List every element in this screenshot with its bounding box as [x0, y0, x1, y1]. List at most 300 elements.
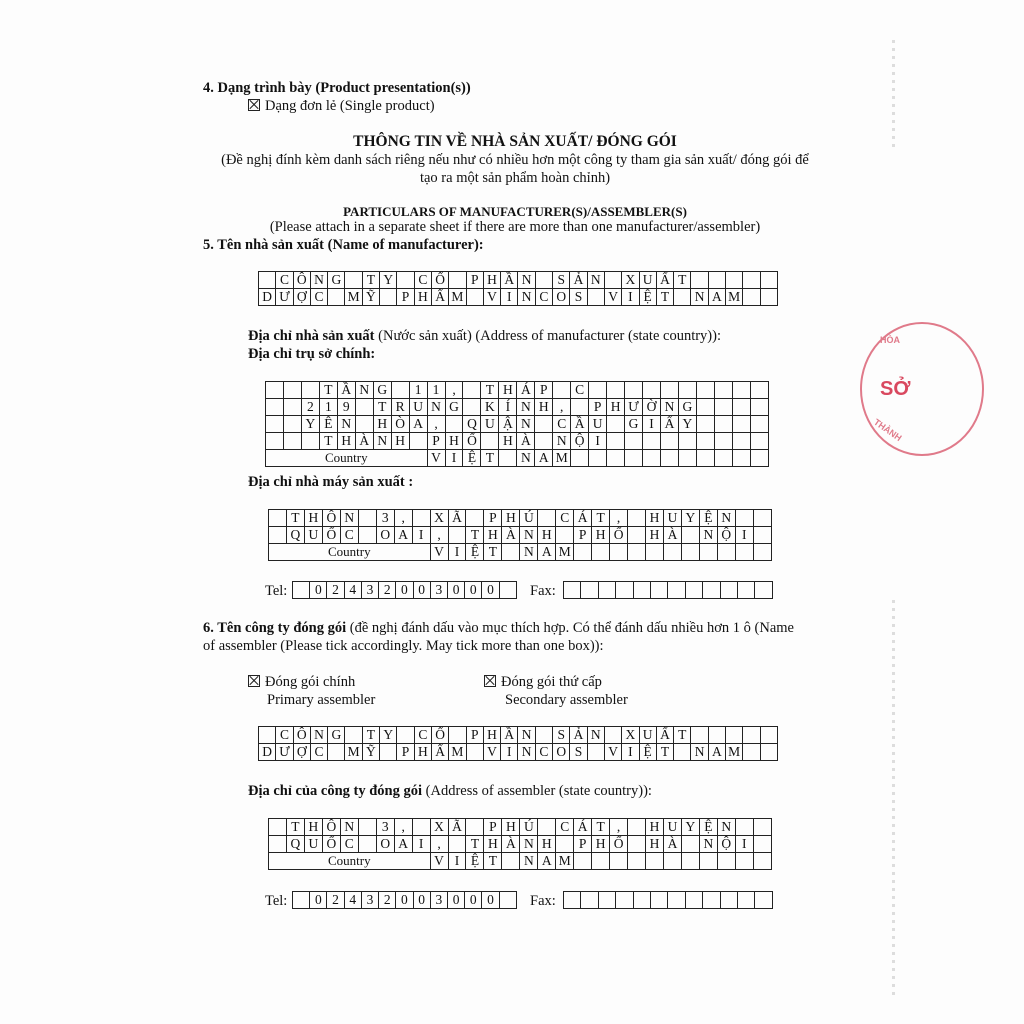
grid-cell: Q [286, 836, 304, 853]
country-cell: T [481, 450, 499, 467]
grid-cell [463, 382, 481, 399]
country-cell: A [538, 544, 556, 561]
grid-cell: A [409, 416, 427, 433]
grid-cell: Ổ [431, 272, 448, 289]
grid-cell: K [481, 399, 499, 416]
grid-cell: V [604, 289, 621, 306]
grid-cell: P [535, 382, 553, 399]
grid-cell: I [643, 416, 661, 433]
grid-cell: V [604, 744, 621, 761]
grid-cell [607, 382, 625, 399]
grid-cell: N [340, 510, 358, 527]
grid-cell: H [304, 510, 322, 527]
grid-cell: N [427, 399, 445, 416]
grid-cell: 4 [344, 892, 361, 909]
primary-assembler-label: Đóng gói chính [265, 674, 356, 690]
stamp-top-text: HÒA [880, 335, 900, 345]
country-cell: V [430, 544, 448, 561]
grid-cell: N [518, 272, 535, 289]
grid-cell: I [412, 527, 430, 544]
grid-cell [628, 527, 646, 544]
grid-cell: I [501, 289, 518, 306]
grid-cell: T [373, 399, 391, 416]
checked-box-icon [248, 675, 260, 687]
country-cell [628, 544, 646, 561]
country-cell: Ệ [466, 544, 484, 561]
grid-cell: H [646, 527, 664, 544]
grid-cell: Y [380, 272, 397, 289]
grid-cell: C [276, 727, 293, 744]
grid-cell: X [430, 510, 448, 527]
fax-grid [563, 581, 773, 599]
grid-cell: Ấ [660, 416, 678, 433]
country-cell [681, 544, 699, 561]
grid-cell [760, 727, 777, 744]
grid-cell: U [639, 272, 656, 289]
grid-cell: M [345, 289, 362, 306]
country-cell [589, 450, 607, 467]
factory-address-label: Địa chỉ nhà máy sản xuất : [248, 474, 414, 490]
grid-cell: 3 [430, 892, 447, 909]
grid-cell [753, 836, 771, 853]
grid-cell: Ộ [717, 527, 735, 544]
grid-row [259, 272, 778, 289]
info-heading: THÔNG TIN VỀ NHÀ SẢN XUẤT/ ĐÓNG GÓI [353, 133, 677, 150]
grid-cell [696, 399, 714, 416]
grid-cell [726, 272, 743, 289]
grid-cell [449, 272, 466, 289]
grid-cell: H [538, 527, 556, 544]
grid-cell: G [373, 382, 391, 399]
grid-cell: 2 [379, 892, 396, 909]
grid-cell: H [592, 836, 610, 853]
red-stamp-icon [860, 322, 984, 456]
country-cell [678, 450, 696, 467]
grid-cell [358, 510, 376, 527]
grid-cell: N [355, 382, 373, 399]
grid-cell: 2 [327, 582, 344, 599]
grid-cell: Ò [391, 416, 409, 433]
grid-cell: N [310, 272, 327, 289]
grid-cell: À [502, 836, 520, 853]
grid-cell [651, 892, 668, 909]
country-cell [753, 853, 771, 870]
grid-cell: C [414, 727, 431, 744]
grid-cell [708, 727, 725, 744]
grid-cell: C [571, 382, 589, 399]
country-cell: M [556, 544, 574, 561]
grid-cell: 3 [430, 582, 447, 599]
grid-cell [538, 510, 556, 527]
grid-cell [691, 727, 708, 744]
fax-label: Fax: [530, 583, 556, 599]
grid-cell: 0 [482, 892, 499, 909]
section-4-title: 4. Dạng trình bày (Product presentation(s)) [203, 80, 471, 96]
grid-cell: P [397, 744, 414, 761]
info-heading-en: PARTICULARS OF MANUFACTURER(S)/ASSEMBLER(S) [343, 204, 687, 219]
grid-cell: Ố [610, 527, 628, 544]
grid-cell [535, 433, 553, 450]
grid-cell: Í [499, 399, 517, 416]
country-cell: V [430, 853, 448, 870]
grid-cell [735, 510, 753, 527]
grid-cell: O [376, 527, 394, 544]
grid-cell [607, 433, 625, 450]
grid-cell: 1 [319, 399, 337, 416]
checked-box-icon [484, 675, 496, 687]
grid-cell: 0 [447, 892, 464, 909]
country-cell [717, 544, 735, 561]
country-cell: I [445, 450, 463, 467]
grid-cell [293, 582, 310, 599]
grid-cell: N [520, 836, 538, 853]
country-cell [610, 853, 628, 870]
grid-cell [760, 272, 777, 289]
grid-cell: Ổ [431, 727, 448, 744]
grid-cell: Ô [293, 727, 310, 744]
country-cell [574, 853, 592, 870]
tel-grid [292, 891, 517, 909]
grid-cell: T [592, 510, 610, 527]
grid-cell [760, 744, 777, 761]
grid-cell: T [674, 272, 691, 289]
grid-cell: Ộ [571, 433, 589, 450]
grid-cell: Ợ [293, 744, 310, 761]
grid-cell [735, 819, 753, 836]
primary-assembler-option[interactable] [248, 674, 355, 691]
grid-cell: Ã [448, 819, 466, 836]
grid-cell [714, 399, 732, 416]
grid-cell: H [414, 744, 431, 761]
grid-cell: N [691, 289, 708, 306]
grid-cell [732, 382, 750, 399]
grid-cell [391, 382, 409, 399]
grid-cell: 2 [327, 892, 344, 909]
grid-cell [633, 892, 650, 909]
grid-cell [678, 382, 696, 399]
grid-row [269, 836, 772, 853]
grid-cell: T [319, 433, 337, 450]
grid-cell: N [518, 744, 535, 761]
grid-cell: N [587, 727, 604, 744]
country-cell [717, 853, 735, 870]
grid-row [259, 744, 778, 761]
grid-cell: U [589, 416, 607, 433]
grid-cell [581, 582, 598, 599]
country-row [269, 853, 772, 870]
grid-cell: X [622, 727, 639, 744]
grid-cell [587, 744, 604, 761]
country-cell [646, 853, 664, 870]
grid-cell: C [556, 819, 574, 836]
grid-cell [412, 510, 430, 527]
grid-cell: Ả [570, 727, 587, 744]
grid-cell: Ấ [656, 727, 673, 744]
info-note-line1: (Đề nghị đính kèm danh sách riêng nếu như có nhiều hơn một công ty tham gia sản xuất/ đóng gói để [221, 152, 809, 168]
grid-cell [412, 819, 430, 836]
grid-cell: T [481, 382, 499, 399]
grid-cell [269, 510, 287, 527]
grid-cell: Ô [293, 272, 310, 289]
grid-row [293, 582, 517, 599]
grid-cell: Y [681, 819, 699, 836]
grid-row [266, 416, 769, 433]
grid-cell [625, 433, 643, 450]
country-cell: I [448, 544, 466, 561]
grid-cell: Ố [322, 836, 340, 853]
grid-cell [564, 892, 581, 909]
assembler-address-label: Địa chỉ của công ty đóng gói (Address of assembler (state country)): [248, 783, 652, 799]
grid-cell: C [553, 416, 571, 433]
grid-cell [589, 382, 607, 399]
grid-cell: Ầ [571, 416, 589, 433]
country-cell [502, 544, 520, 561]
country-cell: I [448, 853, 466, 870]
grid-cell: , [430, 836, 448, 853]
tel-label: Tel: [265, 893, 288, 909]
grid-cell: N [373, 433, 391, 450]
grid-cell: 0 [396, 892, 413, 909]
grid-cell: H [484, 527, 502, 544]
grid-cell: H [592, 527, 610, 544]
grid-row [564, 892, 773, 909]
grid-cell: C [310, 289, 327, 306]
assembler-address-grid [268, 818, 772, 870]
grid-row [269, 527, 772, 544]
grid-cell: N [518, 727, 535, 744]
grid-cell: Ẩ [431, 744, 448, 761]
grid-cell: , [610, 510, 628, 527]
country-cell [643, 450, 661, 467]
grid-cell: M [449, 289, 466, 306]
grid-cell [355, 399, 373, 416]
grid-cell: N [518, 289, 535, 306]
grid-cell [380, 289, 397, 306]
country-cell: N [520, 853, 538, 870]
grid-cell [481, 433, 499, 450]
grid-cell [685, 582, 702, 599]
grid-cell: G [445, 399, 463, 416]
grid-cell [266, 399, 284, 416]
secondary-assembler-option[interactable] [484, 674, 602, 691]
grid-cell [466, 819, 484, 836]
grid-cell [266, 416, 284, 433]
grid-row [266, 433, 769, 450]
grid-cell: Ầ [501, 727, 518, 744]
grid-cell: 3 [361, 892, 378, 909]
grid-cell [355, 416, 373, 433]
grid-cell: T [286, 510, 304, 527]
grid-row [293, 892, 517, 909]
grid-cell: I [589, 433, 607, 450]
grid-cell: T [362, 272, 379, 289]
grid-row [269, 819, 772, 836]
grid-cell [535, 727, 552, 744]
country-cell [735, 544, 753, 561]
grid-cell: A [708, 289, 725, 306]
grid-cell [259, 272, 276, 289]
stamp-bottom-text: THÀNH [871, 416, 904, 444]
grid-cell: G [328, 727, 345, 744]
grid-cell [266, 382, 284, 399]
single-product-option[interactable] [248, 98, 435, 115]
grid-cell: Ờ [643, 399, 661, 416]
grid-cell [714, 416, 732, 433]
grid-cell: À [502, 527, 520, 544]
grid-cell: H [391, 433, 409, 450]
grid-cell: I [622, 744, 639, 761]
info-note-en: (Please attach in a separate sheet if there are more than one manufacturer/assembler) [269, 219, 761, 235]
grid-cell [760, 289, 777, 306]
grid-cell: N [587, 272, 604, 289]
grid-cell [449, 727, 466, 744]
grid-cell [301, 433, 319, 450]
country-cell [610, 544, 628, 561]
grid-cell: , [394, 819, 412, 836]
grid-cell: N [553, 433, 571, 450]
grid-row [266, 399, 769, 416]
grid-cell: À [663, 527, 681, 544]
grid-cell: I [501, 744, 518, 761]
section-6-title: 6. Tên công ty đóng gói (đề nghị đánh dấu vào mục thích hợp. Có thể đánh dấu nhiều hơn 1 ô (Name [203, 620, 794, 636]
grid-cell: G [625, 416, 643, 433]
grid-cell [571, 399, 589, 416]
grid-cell [696, 416, 714, 433]
grid-cell: Ỹ [362, 744, 379, 761]
grid-cell: Ố [610, 836, 628, 853]
grid-cell [753, 819, 771, 836]
grid-cell: T [466, 527, 484, 544]
grid-cell [691, 272, 708, 289]
grid-cell: Ư [276, 289, 293, 306]
grid-cell: 0 [413, 892, 430, 909]
grid-cell: Ầ [501, 272, 518, 289]
grid-cell: H [484, 836, 502, 853]
country-cell: Ệ [466, 853, 484, 870]
grid-cell [380, 744, 397, 761]
grid-cell: P [574, 836, 592, 853]
grid-cell: T [656, 744, 673, 761]
country-cell [750, 450, 768, 467]
grid-cell [607, 416, 625, 433]
assembler-name-grid [258, 726, 778, 761]
grid-cell: N [699, 527, 717, 544]
grid-cell: T [466, 836, 484, 853]
country-cell [699, 853, 717, 870]
grid-cell [616, 892, 633, 909]
grid-cell [643, 433, 661, 450]
grid-cell [750, 382, 768, 399]
tel-label: Tel: [265, 583, 288, 599]
country-cell [502, 853, 520, 870]
grid-cell: Ậ [499, 416, 517, 433]
grid-cell [345, 727, 362, 744]
grid-cell: , [445, 382, 463, 399]
grid-cell [643, 382, 661, 399]
grid-cell: N [310, 727, 327, 744]
grid-cell [466, 744, 483, 761]
grid-cell [466, 289, 483, 306]
grid-cell [556, 836, 574, 853]
grid-cell: 3 [376, 819, 394, 836]
grid-cell: Q [463, 416, 481, 433]
grid-cell [703, 892, 720, 909]
grid-cell: N [517, 416, 535, 433]
grid-cell: 0 [465, 582, 482, 599]
grid-cell: N [340, 819, 358, 836]
grid-cell: Ệ [639, 744, 656, 761]
grid-cell [269, 527, 287, 544]
grid-cell [448, 527, 466, 544]
grid-cell: H [483, 272, 500, 289]
grid-cell: T [656, 289, 673, 306]
grid-cell: A [394, 836, 412, 853]
checked-box-icon [248, 99, 260, 111]
grid-cell [604, 272, 621, 289]
grid-cell: Á [574, 510, 592, 527]
grid-cell: G [328, 272, 345, 289]
grid-cell: À [517, 433, 535, 450]
grid-cell [668, 582, 685, 599]
grid-cell [738, 892, 755, 909]
country-cell: T [484, 544, 502, 561]
grid-cell: H [646, 836, 664, 853]
grid-cell: Ú [520, 819, 538, 836]
grid-cell: G [678, 399, 696, 416]
grid-cell: Ấ [656, 272, 673, 289]
grid-cell: P [397, 289, 414, 306]
grid-cell: À [663, 836, 681, 853]
grid-cell: P [466, 727, 483, 744]
grid-cell: 4 [344, 582, 361, 599]
grid-cell: H [499, 382, 517, 399]
manufacturer-name-grid [258, 271, 778, 306]
grid-cell [564, 582, 581, 599]
country-cell [696, 450, 714, 467]
grid-cell: N [717, 819, 735, 836]
primary-assembler-en: Primary assembler [267, 692, 376, 708]
grid-cell [283, 433, 301, 450]
grid-cell: H [502, 819, 520, 836]
country-cell: N [520, 544, 538, 561]
grid-cell: Ố [322, 527, 340, 544]
country-cell [681, 853, 699, 870]
grid-cell: X [622, 272, 639, 289]
grid-cell [556, 527, 574, 544]
grid-cell [674, 289, 691, 306]
grid-cell [668, 892, 685, 909]
grid-cell [445, 416, 463, 433]
country-cell [625, 450, 643, 467]
country-cell [663, 853, 681, 870]
country-cell: A [535, 450, 553, 467]
grid-cell: 2 [379, 582, 396, 599]
grid-cell: Y [380, 727, 397, 744]
grid-cell [604, 727, 621, 744]
scan-edge-mark [892, 600, 895, 1000]
grid-cell [616, 582, 633, 599]
grid-cell: I [412, 836, 430, 853]
grid-cell [681, 836, 699, 853]
grid-cell [535, 272, 552, 289]
grid-cell [581, 892, 598, 909]
grid-cell [633, 582, 650, 599]
grid-cell [750, 433, 768, 450]
country-cell: M [553, 450, 571, 467]
grid-cell: Ô [322, 510, 340, 527]
grid-cell [628, 836, 646, 853]
head-office-label: Địa chỉ trụ sở chính: [248, 346, 376, 362]
